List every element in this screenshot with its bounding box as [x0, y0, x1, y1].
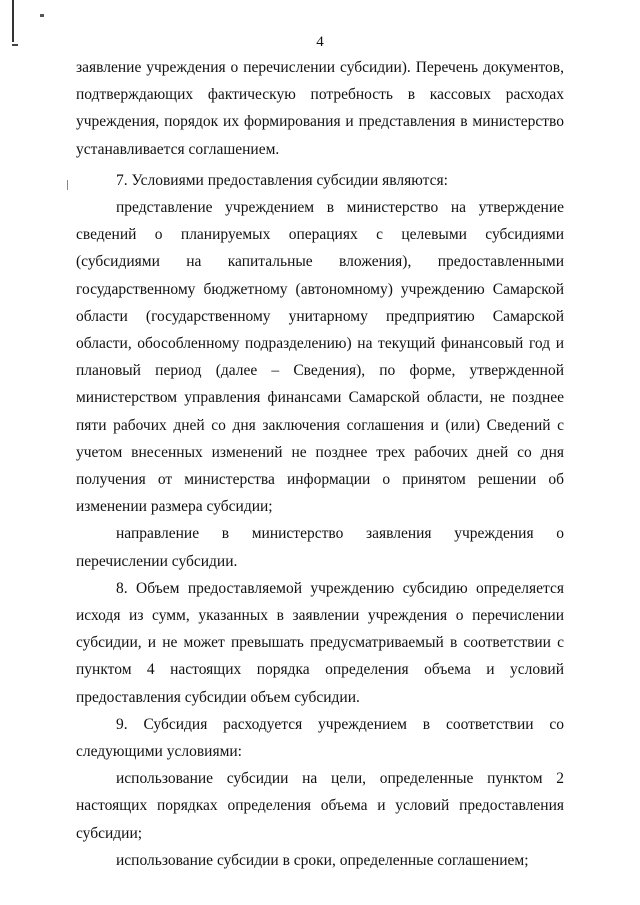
paragraph-clause-9-condition-2: использование субсидии в сроки, определенные соглашением; [116, 851, 529, 869]
paragraph-clause-7-condition-2: направление в министерство заявления учреждения о перечислении субсидии. [76, 525, 564, 570]
paragraph-clause-9-heading: 9. Субсидия расходуется учреждением в соответствии со следующими условиями: [76, 715, 564, 761]
paragraph-continuation: заявление учреждения о перечислении субсидии). Перечень документов, подтверждающих фактическую потребность в кассовых расходах учреждения, порядок их формирования и представления в министерство устанавливается соглашением. [76, 59, 564, 158]
paragraph-clause-9-condition-1: использование субсидии на цели, определенные пунктом 2 настоящих порядках определения объема и условий предоставления субсидии; [76, 770, 564, 842]
paragraph-clause-7-condition-1: представление учреждением в министерство на утверждение сведений о планируемых операциях с целевыми субсидиями (субсидиями на капитальные вложения), предоставленными государственному бюджетному (автономному) учреждению Самарской области (государственному унитарному предприятию Самарской области, обособленному подразделению) на текущий финансовый год и плановый период (далее – Сведения), по форме, утвержденной министерством управления финансами Самарской области, не позднее пяти рабочих дней со дня заключения соглашения и (или) Сведений с учетом внесенных изменений не позднее трех рабочих дней со дня получения от министерства информации о принятом решении об изменении размера субсидии; [76, 199, 564, 516]
scan-margin-mark [67, 180, 68, 190]
paragraph-clause-8: 8. Объем предоставляемой учреждению субсидию определяется исходя из сумм, указанных в заявлении учреждения о перечислении субсидии, и не может превышать предусматриваемый в соответствии с пунктом 4 настоящих порядка определения объема и условий предоставления субсидии объем субсидии. [76, 579, 564, 706]
document-body [76, 54, 564, 874]
page-number: 4 [316, 34, 324, 50]
paragraph-clause-7-heading: 7. Условиями предоставления субсидии являются: [116, 171, 448, 189]
scan-dot-mark [40, 14, 44, 17]
